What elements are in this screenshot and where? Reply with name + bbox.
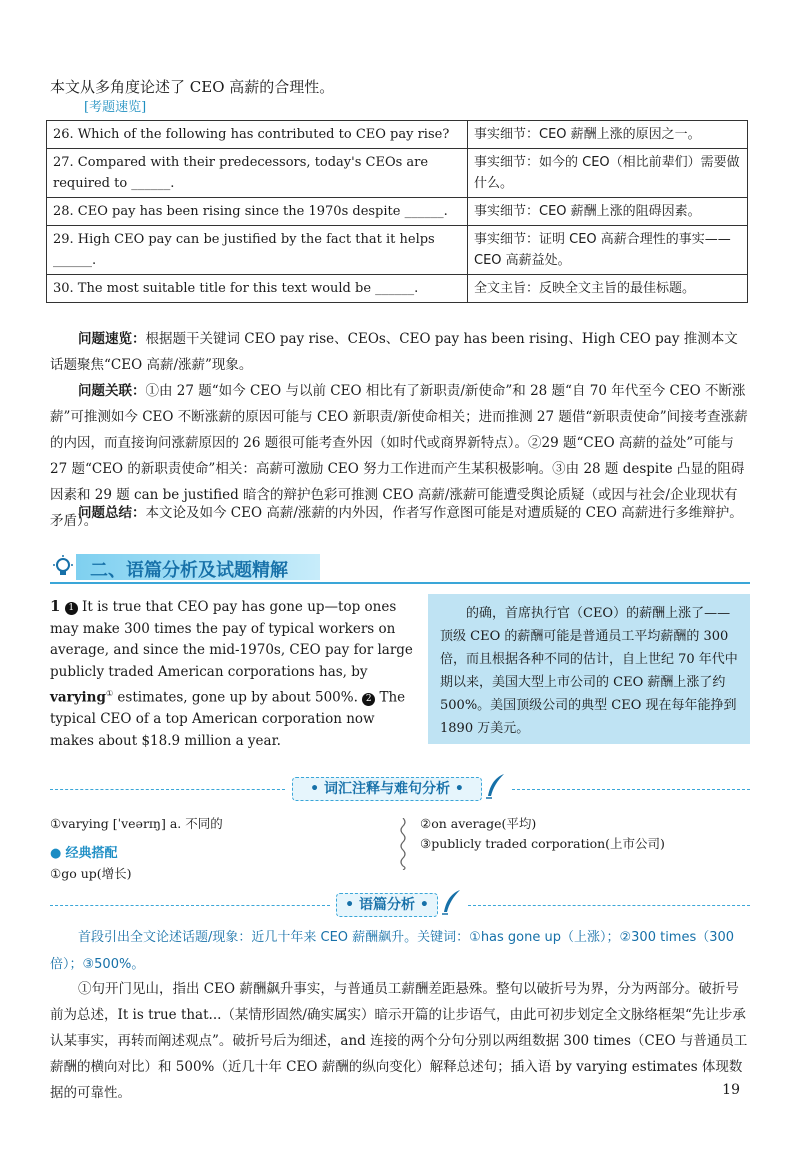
- page-number: 19: [722, 1082, 740, 1098]
- quick-read-label: 问题速览：: [78, 331, 146, 347]
- english-text-c: estimates, gone up by about 500%.: [113, 689, 358, 706]
- paragraph-number: 1: [50, 597, 61, 615]
- table-row: [47, 275, 748, 303]
- question-cell: 26. Which of the following has contributed to CEO pay rise?: [47, 121, 468, 149]
- hint-cell: 事实细节：CEO 薪酬上涨的原因之一。: [468, 121, 748, 149]
- vocab-item: ①varying [ˈveərɪŋ] a. 不同的: [50, 816, 223, 831]
- hint-cell: 全文主旨：反映全文主旨的最佳标题。: [468, 275, 748, 303]
- sentence-marker-2: 2: [362, 693, 375, 706]
- table-row: [47, 149, 748, 198]
- summary-paragraph: [50, 500, 750, 526]
- bullet-icon: ●: [50, 846, 62, 861]
- quick-view-title: [考题速览]: [84, 100, 147, 115]
- intro-line: 本文从多角度论述了 CEO 高薪的合理性。: [50, 78, 335, 96]
- quill-icon: [484, 772, 506, 800]
- analysis-summary-text: 首段引出全文论述话题/现象：近几十年来 CEO 薪酬飙升。关键词：①has gone up（上涨）；②300 times（300 倍）；③500%。: [50, 930, 735, 972]
- question-cell: 27. Compared with their predecessors, today's CEOs are required to ______.: [47, 149, 468, 198]
- summary-text: 本文论及如今 CEO 高薪/涨薪的内外因，作者写作意图可能是对遭质疑的 CEO 高薪进行多维辩护。: [145, 505, 743, 521]
- summary-label: 问题总结：: [78, 505, 146, 521]
- wavy-divider-icon: [398, 818, 408, 870]
- divider: [512, 789, 750, 790]
- vocab-item: ②on average(平均): [420, 816, 537, 831]
- vocab-item: ③publicly traded corporation(上市公司): [420, 836, 665, 851]
- table-row: [47, 121, 748, 149]
- question-cell: 29. High CEO pay can be justified by the fact that it helps ______.: [47, 226, 468, 275]
- english-text-d: The typical CEO of a top American corporation now makes about $18.9 million a year.: [50, 689, 406, 749]
- question-cell: 28. CEO pay has been rising since the 1970s despite ______.: [47, 198, 468, 226]
- quick-read-paragraph: [50, 326, 750, 378]
- english-text-a: It is true that CEO pay has gone up—top ones may make 300 times the pay of typical workers on average, and since the mid-1970s, CEO pay for large publicly traded American corporations has, by: [50, 599, 413, 680]
- relation-text: ①由 27 题“如今 CEO 与以前 CEO 相比有了新职责/新使命”和 28 题“自 70 年代至今 CEO 不断涨薪”可推测如今 CEO 不断涨薪的原因可能与 CEO 新职责/新使命相关；进而推测 27 题借“新职责使命”间接考查涨薪的内因，而直接询问涨薪原因的 26 题很可能考查外因（如时代或商界新特点）。②29 题“CEO 高薪的益处”可能与 27 题“CEO 的新职责使命”相关：高薪可激励 CEO 努力工作进而产生某积极影响。③由 28 题 despite 凸显的阻碍因素和 29 题 can be justified 暗含的辩护色彩可推测 CEO 高薪/涨薪可能遭受舆论质疑（或因与社会/企业现状有矛盾）。: [50, 383, 748, 529]
- divider: [50, 789, 285, 790]
- question-table: [46, 120, 748, 303]
- table-row: [47, 226, 748, 275]
- divider: [50, 905, 330, 906]
- analysis-summary: [50, 924, 750, 978]
- analysis-detail: ①句开门见山，指出 CEO 薪酬飙升事实，与普通员工薪酬差距悬殊。整句以破折号为界，分为两部分。破折号前为总述，It is true that...（某情形固然/确实属实）暗示开篇的让步语气，由此可初步划定全文脉络框架“先让步承认某事实，再转而阐述观点”。破折号后为细述，and 连接的两个分句分别以两组数据 300 times（CEO 与普通员工薪酬的横向对比）和 500%（近几十年 CEO 薪酬的纵向变化）解释总述句；插入语 by varying estimates 体现数据的可靠性。: [50, 981, 748, 1101]
- relation-label: 问题关联：: [78, 383, 146, 399]
- table-row: [47, 198, 748, 226]
- phrase-block: [50, 842, 118, 861]
- analysis-heading: • 语篇分析 •: [336, 893, 438, 917]
- phrase-label: 经典搭配: [65, 846, 118, 861]
- sentence-marker-1: 1: [65, 602, 78, 615]
- english-paragraph: [50, 596, 420, 752]
- vocab-item: ①go up(增长): [50, 866, 132, 881]
- quill-icon: [440, 888, 462, 916]
- lightbulb-icon: [50, 554, 76, 580]
- divider: [468, 905, 750, 906]
- keyword-varying: varying: [50, 689, 106, 706]
- section-header: [50, 554, 750, 584]
- hint-cell: 事实细节：如今的 CEO（相比前辈们）需要做什么。: [468, 149, 748, 198]
- hint-cell: 事实细节：证明 CEO 高薪合理性的事实——CEO 高薪益处。: [468, 226, 748, 275]
- section-title: 二、语篇分析及试题精解: [90, 560, 288, 581]
- vocab-heading: • 词汇注释与难句分析 •: [292, 777, 482, 801]
- hint-cell: 事实细节：CEO 薪酬上涨的阻碍因素。: [468, 198, 748, 226]
- quick-read-text: 根据题干关键词 CEO pay rise、CEOs、CEO pay has been rising、High CEO pay 推测本文话题聚焦“CEO 高薪/涨薪”现象。: [50, 331, 738, 373]
- footnote-mark: ①: [105, 689, 114, 698]
- question-cell: 30. The most suitable title for this text would be ______.: [47, 275, 468, 303]
- translation-box: 的确，首席执行官（CEO）的薪酬上涨了——顶级 CEO 的薪酬可能是普通员工平均薪酬的 300 倍，而且根据各种不同的估计，自上世纪 70 年代中期以来，美国大型上市公司的 CEO 薪酬上涨了约 500%。美国顶级公司的典型 CEO 现在每年能挣到 1890 万美元。: [428, 594, 750, 744]
